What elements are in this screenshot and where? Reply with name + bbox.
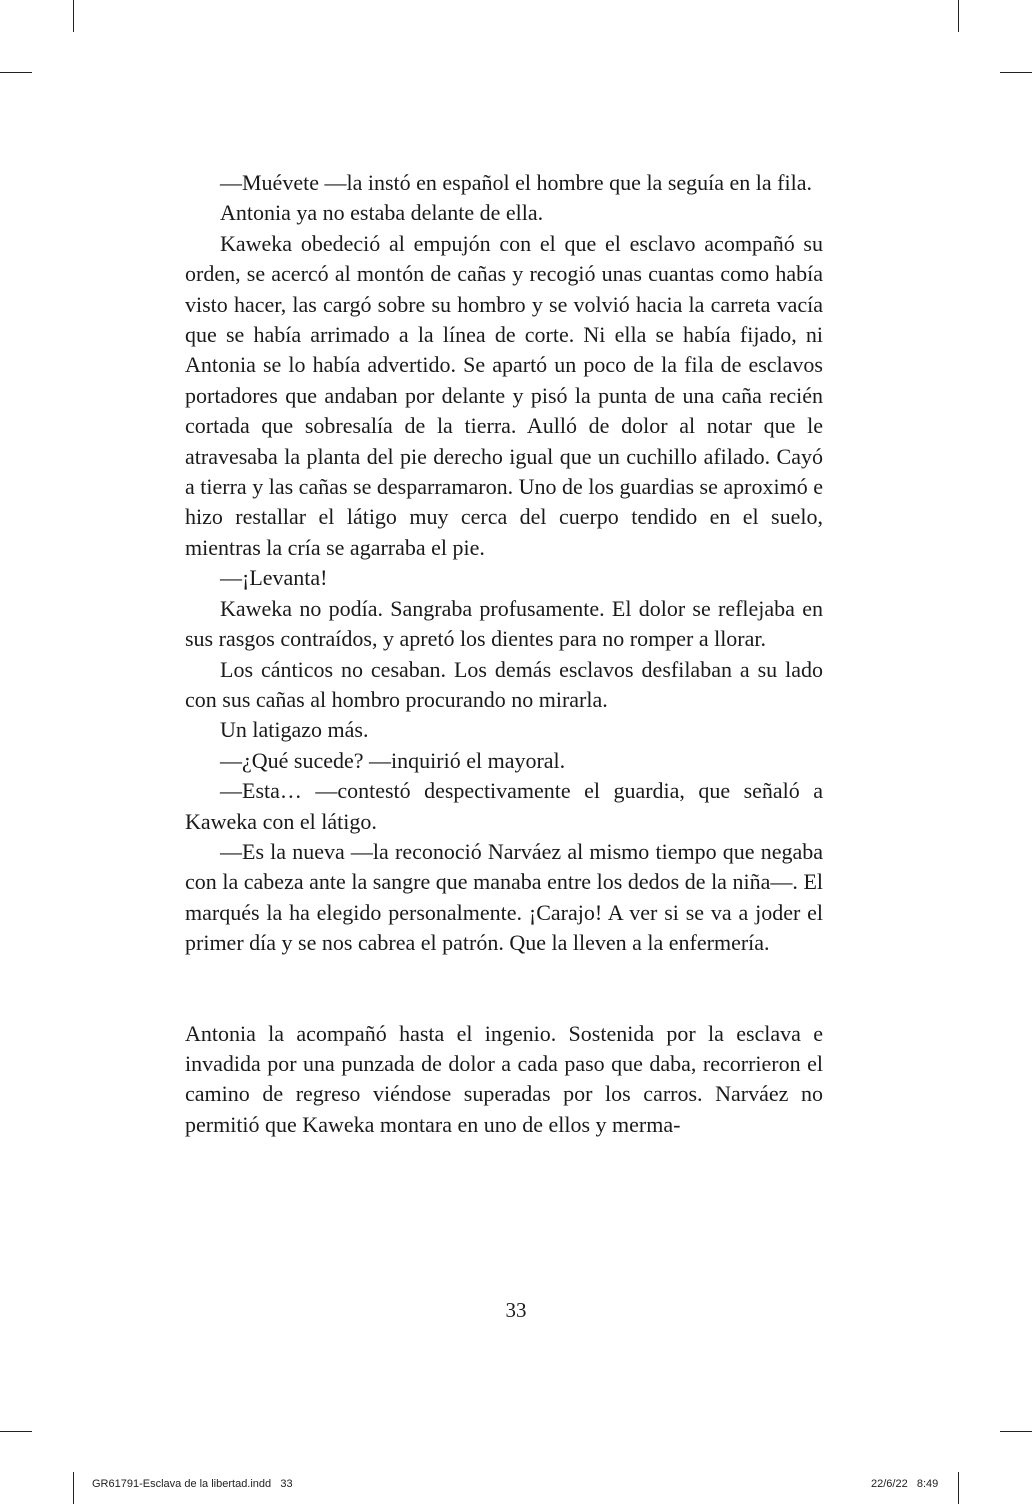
section-break [185,959,823,1019]
page-body [185,168,823,1140]
crop-mark-right-bottom [1000,1431,1032,1432]
paragraph: —Esta… —contestó despectivamente el guardia, que señaló a Kaweka con el látigo. [185,778,823,834]
crop-mark-bottom-right [958,1472,959,1504]
page-number: 33 [505,1298,527,1322]
paragraph: Los cánticos no cesaban. Los demás esclavos desfilaban a su lado con sus cañas al hombro procurando no mirarla. [185,656,823,712]
slug-filename: GR61791-Esclava de la libertad.indd 33 [92,1478,293,1490]
crop-mark-top-left [73,0,74,32]
paragraph: Antonia ya no estaba delante de ella. [220,200,544,226]
crop-mark-left-top [0,72,32,73]
paragraph: —Es la nueva —la reconoció Narváez al mismo tiempo que negaba con la cabeza ante la sangre que manaba entre los dedos de la niña—. El marqués la ha elegido personalmente. ¡Carajo! A ver si se va a joder el primer día y se nos cabrea el patrón. Que la lleven a la enfermería. [185,838,823,956]
paragraph: —¡Levanta! [220,565,328,591]
section-opening-paragraph: Antonia la acompañó hasta el ingenio. Sostenida por la esclava e invadida por una punzada de dolor a cada paso que daba, recorrieron el camino de regreso viéndose superadas por los carros. Narváez no permitió que Kaweka montara en uno de ellos y merma- [185,1020,823,1137]
crop-mark-left-bottom [0,1431,32,1432]
paragraph: Kaweka obedeció al empujón con el que el esclavo acompañó su orden, se acercó al montón de cañas y recogió unas cuantas como había visto hacer, las cargó sobre su hombro y se volvió hacia la carreta vacía que se había arrimado a la línea de corte. Ni ella se había fijado, ni Antonia se lo había advertido. Se apartó un poco de la fila de esclavos portadores que andaban por delante y pisó la punta de una caña recién cortada que sobresalía de la tierra. Aulló de dolor al notar que le atravesaba la planta del pie derecho igual que un cuchillo afilado. Cayó a tierra y las cañas se desparramaron. Uno de los guardias se aproximó e hizo restallar el látigo muy cerca del cuerpo tendido en el suelo, mientras la cría se agarraba el pie. [185,230,823,560]
paragraph: Un latigazo más. [220,717,369,743]
crop-mark-right-top [1000,72,1032,73]
slug-date: 22/6/22 8:49 [871,1478,939,1490]
paragraph: —Muévete —la instó en español el hombre que la seguía en la fila. [220,170,812,195]
crop-mark-top-right [958,0,959,32]
paragraph: Kaweka no podía. Sangraba profusamente. El dolor se reflejaba en sus rasgos contraídos, y apretó los dientes para no romper a llorar. [185,595,823,652]
paragraph: —¿Qué sucede? —inquirió el mayoral. [220,747,566,773]
crop-mark-bottom-left [73,1472,74,1504]
